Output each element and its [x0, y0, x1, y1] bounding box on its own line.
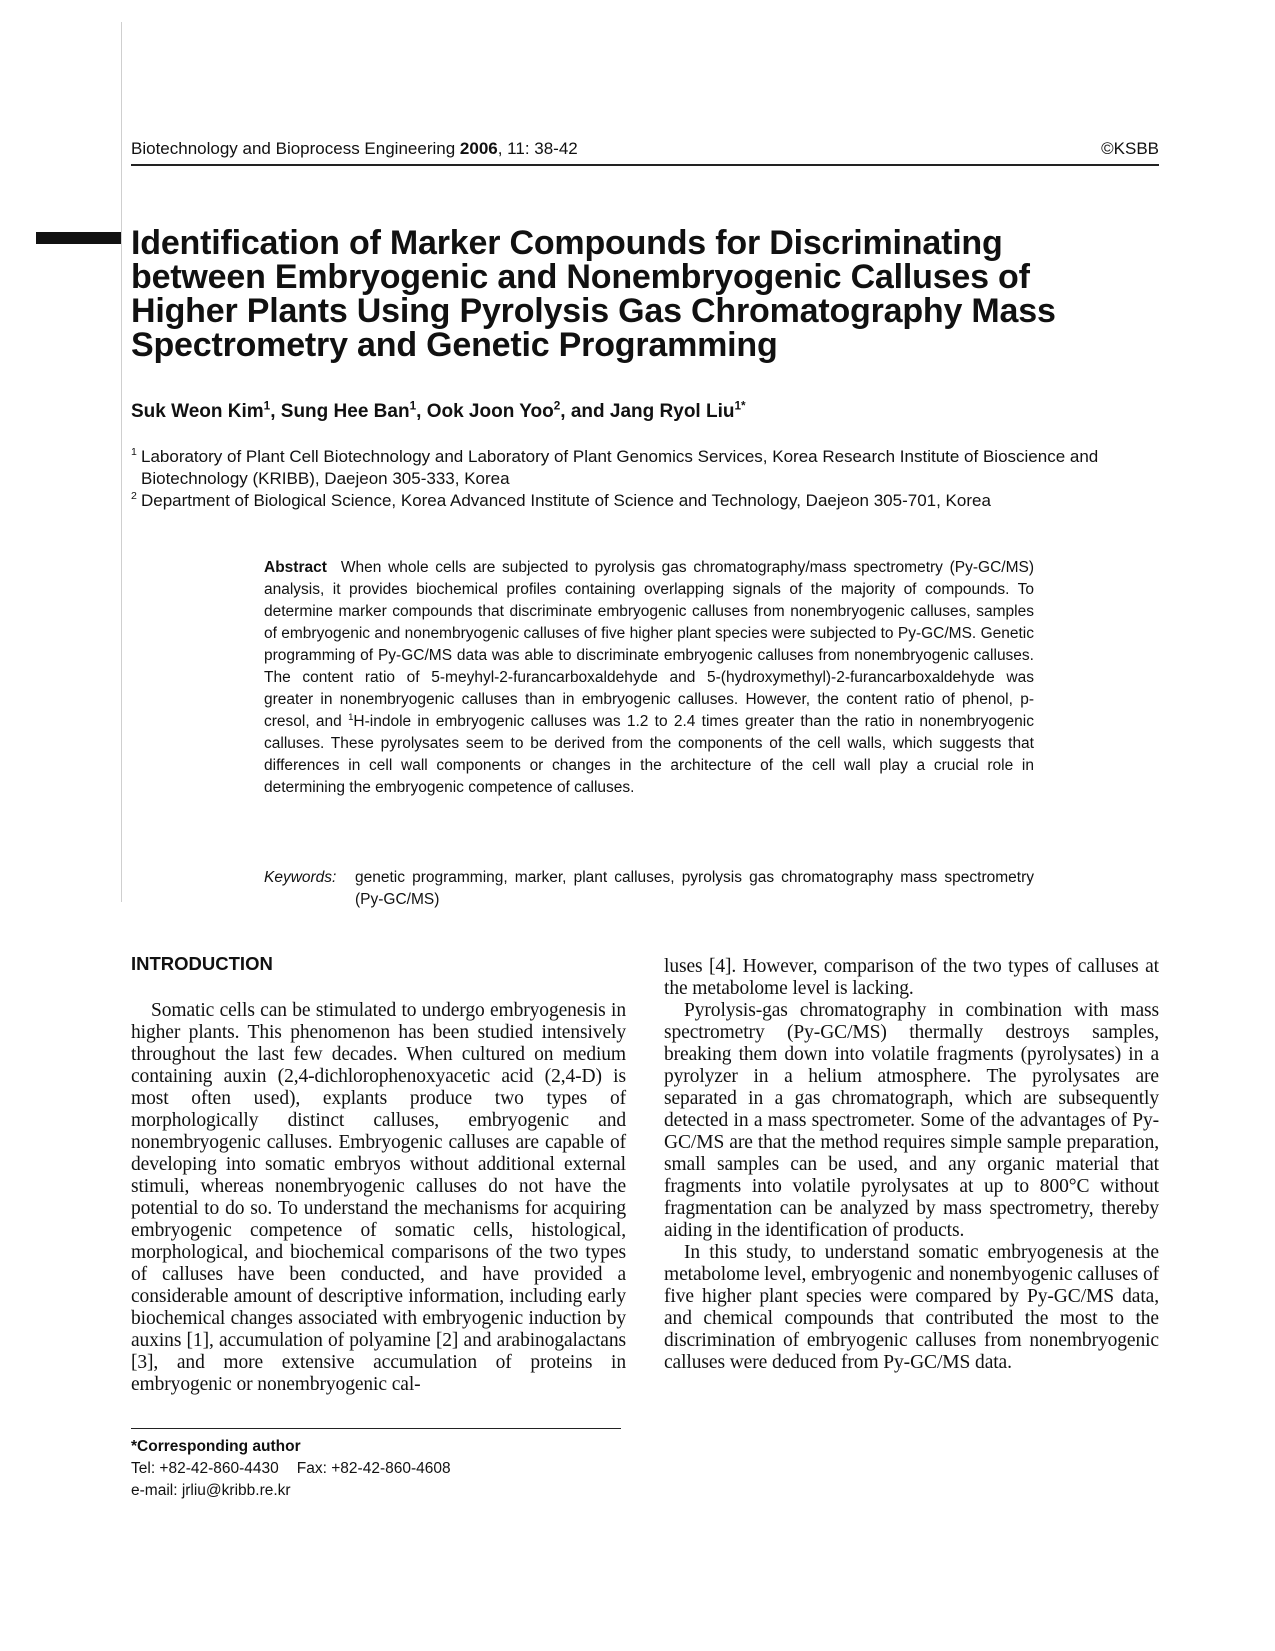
title-marker-bar — [36, 232, 121, 244]
paper-title: Identification of Marker Compounds for Discriminating between Embryogenic and Nonembryogenic Calluses of Higher Plants Using Pyrolysis Gas Chromatography Mass Spectrometry and Genetic Programming — [131, 224, 1056, 364]
abstract — [264, 557, 1034, 799]
footnote-rule — [131, 1428, 621, 1429]
footnote-email: e-mail: jrliu@kribb.re.kr — [131, 1482, 291, 1499]
journal-year: 2006 — [459, 139, 498, 158]
body-paragraph: luses [4]. However, comparison of the two types of calluses at the metabolome level is lacking. — [664, 956, 1159, 999]
corresponding-author-footnote — [131, 1436, 651, 1502]
footnote-fax: Fax: +82-42-860-4608 — [296, 1460, 451, 1477]
abstract-text-cont: H-indole in embryogenic calluses was 1.2 to 2.4 times greater than the ratio in nonembryogenic calluses. These pyrolysates seem to be derived from the components of the cell walls, which suggests that differences in cell wall components or changes in the architecture of the cell wall play a crucial role in determining the embryogenic competence of calluses. — [264, 713, 1034, 796]
journal-name: Biotechnology and Bioprocess Engineering — [131, 139, 456, 158]
footnote-contact — [131, 1458, 651, 1480]
section-heading-introduction: INTRODUCTION — [131, 953, 273, 974]
keywords — [264, 867, 1034, 911]
abstract-superscript: 1 — [348, 711, 354, 723]
running-header — [131, 138, 1159, 160]
keywords-text: genetic programming, marker, plant calluses, pyrolysis gas chromatography mass spectrometry (Py-GC/MS) — [355, 869, 1034, 908]
affiliations — [131, 446, 1191, 512]
affiliation: 2 Department of Biological Science, Korea Advanced Institute of Science and Technology, Daejeon 305-701, Korea — [131, 490, 991, 510]
left-margin-rule — [121, 22, 122, 902]
footnote-tel: Tel: +82-42-860-4430 — [131, 1460, 279, 1477]
body-paragraph: In this study, to understand somatic embryogenesis at the metabolome level, embryogenic and nonembyogenic calluses of five higher plant species were compared by Py-GC/MS data, and chemical compounds that contributed the most to the discrimination of embryogenic calluses from nonembryogenic calluses were deduced from Py-GC/MS data. — [664, 1242, 1159, 1373]
journal-volume: , 11: 38-42 — [497, 139, 578, 158]
author: Ook Joon Yoo$^2$, and — [426, 399, 610, 422]
copyright: ©KSBB — [1101, 139, 1159, 158]
abstract-label: Abstract — [264, 559, 327, 576]
footnote-title: *Corresponding author — [131, 1438, 301, 1455]
body-column-left — [131, 1000, 626, 1396]
author: Sung Hee Ban$^1$, — [280, 399, 427, 422]
header-rule — [131, 164, 1159, 166]
author: Jang Ryol Liu$^{1*}$ — [609, 399, 746, 422]
affiliation: 1 Laboratory of Plant Cell Biotechnology and Laboratory of Plant Genomics Services, Korea Research Institute of Bioscience and Biotechnology (KRIBB), Daejeon 305-333, Korea — [131, 446, 1099, 488]
body-column-right — [664, 956, 1159, 1374]
author: Suk Weon Kim$^1$, — [131, 399, 281, 422]
body-paragraph: Pyrolysis-gas chromatography in combination with mass spectrometry (Py-GC/MS) thermally destroys samples, breaking them down into volatile fragments (pyrolysates) in a pyrolyzer in a helium atmosphere. The pyrolysates are separated in a gas chromatograph, which are subsequently detected in a mass spectrometer. Some of the advantages of Py-GC/MS are that the method requires simple sample preparation, small samples can be used, and any organic material that fragments into volatile pyrolysates at up to 800°C without fragmentation can be analyzed by mass spectrometry, thereby aiding in the identification of products. — [664, 1000, 1159, 1241]
author-list — [131, 400, 1131, 424]
body-paragraph: Somatic cells can be stimulated to undergo embryogenesis in higher plants. This phenomenon has been studied intensively throughout the last few decades. When cultured on medium containing auxin (2,4-dichlorophenoxyacetic acid (2,4-D) is most often used), explants produce two types of morphologically distinct calluses, embryogenic and nonembryogenic calluses. Embryogenic calluses are capable of developing into somatic embryos without additional external stimuli, whereas nonembryogenic calluses do not have the potential to do so. To understand the mechanisms for acquiring embryogenic competence of somatic cells, histological, morphological, and biochemical comparisons of the two types of calluses have been conducted, and have provided a considerable amount of descriptive information, including early biochemical changes associated with embryogenic induction by auxins [1], accumulation of polyamine [2] and arabinogalactans [3], and more extensive accumulation of proteins in embryogenic or nonembryogenic cal- — [131, 1000, 626, 1395]
abstract-text: When whole cells are subjected to pyrolysis gas chromatography/mass spectrometry (Py-GC/MS) analysis, it provides biochemical profiles containing overlapping signals of the majority of compounds. To determine marker compounds that discriminate embryogenic calluses from nonembryogenic calluses, samples of embryogenic and nonembryogenic calluses of five higher plant species were subjected to Py-GC/MS. Genetic programming of Py-GC/MS data was able to discriminate embryogenic calluses from nonembryogenic calluses. The content ratio of 5-meyhyl-2-furancarboxaldehyde and 5-(hydroxymethyl)-2-furancarboxaldehyde was greater in nonembryogenic calluses than in embryogenic calluses. However, the content ratio of phenol, p-cresol, and — [264, 559, 1034, 730]
keywords-label: Keywords: — [264, 869, 337, 886]
